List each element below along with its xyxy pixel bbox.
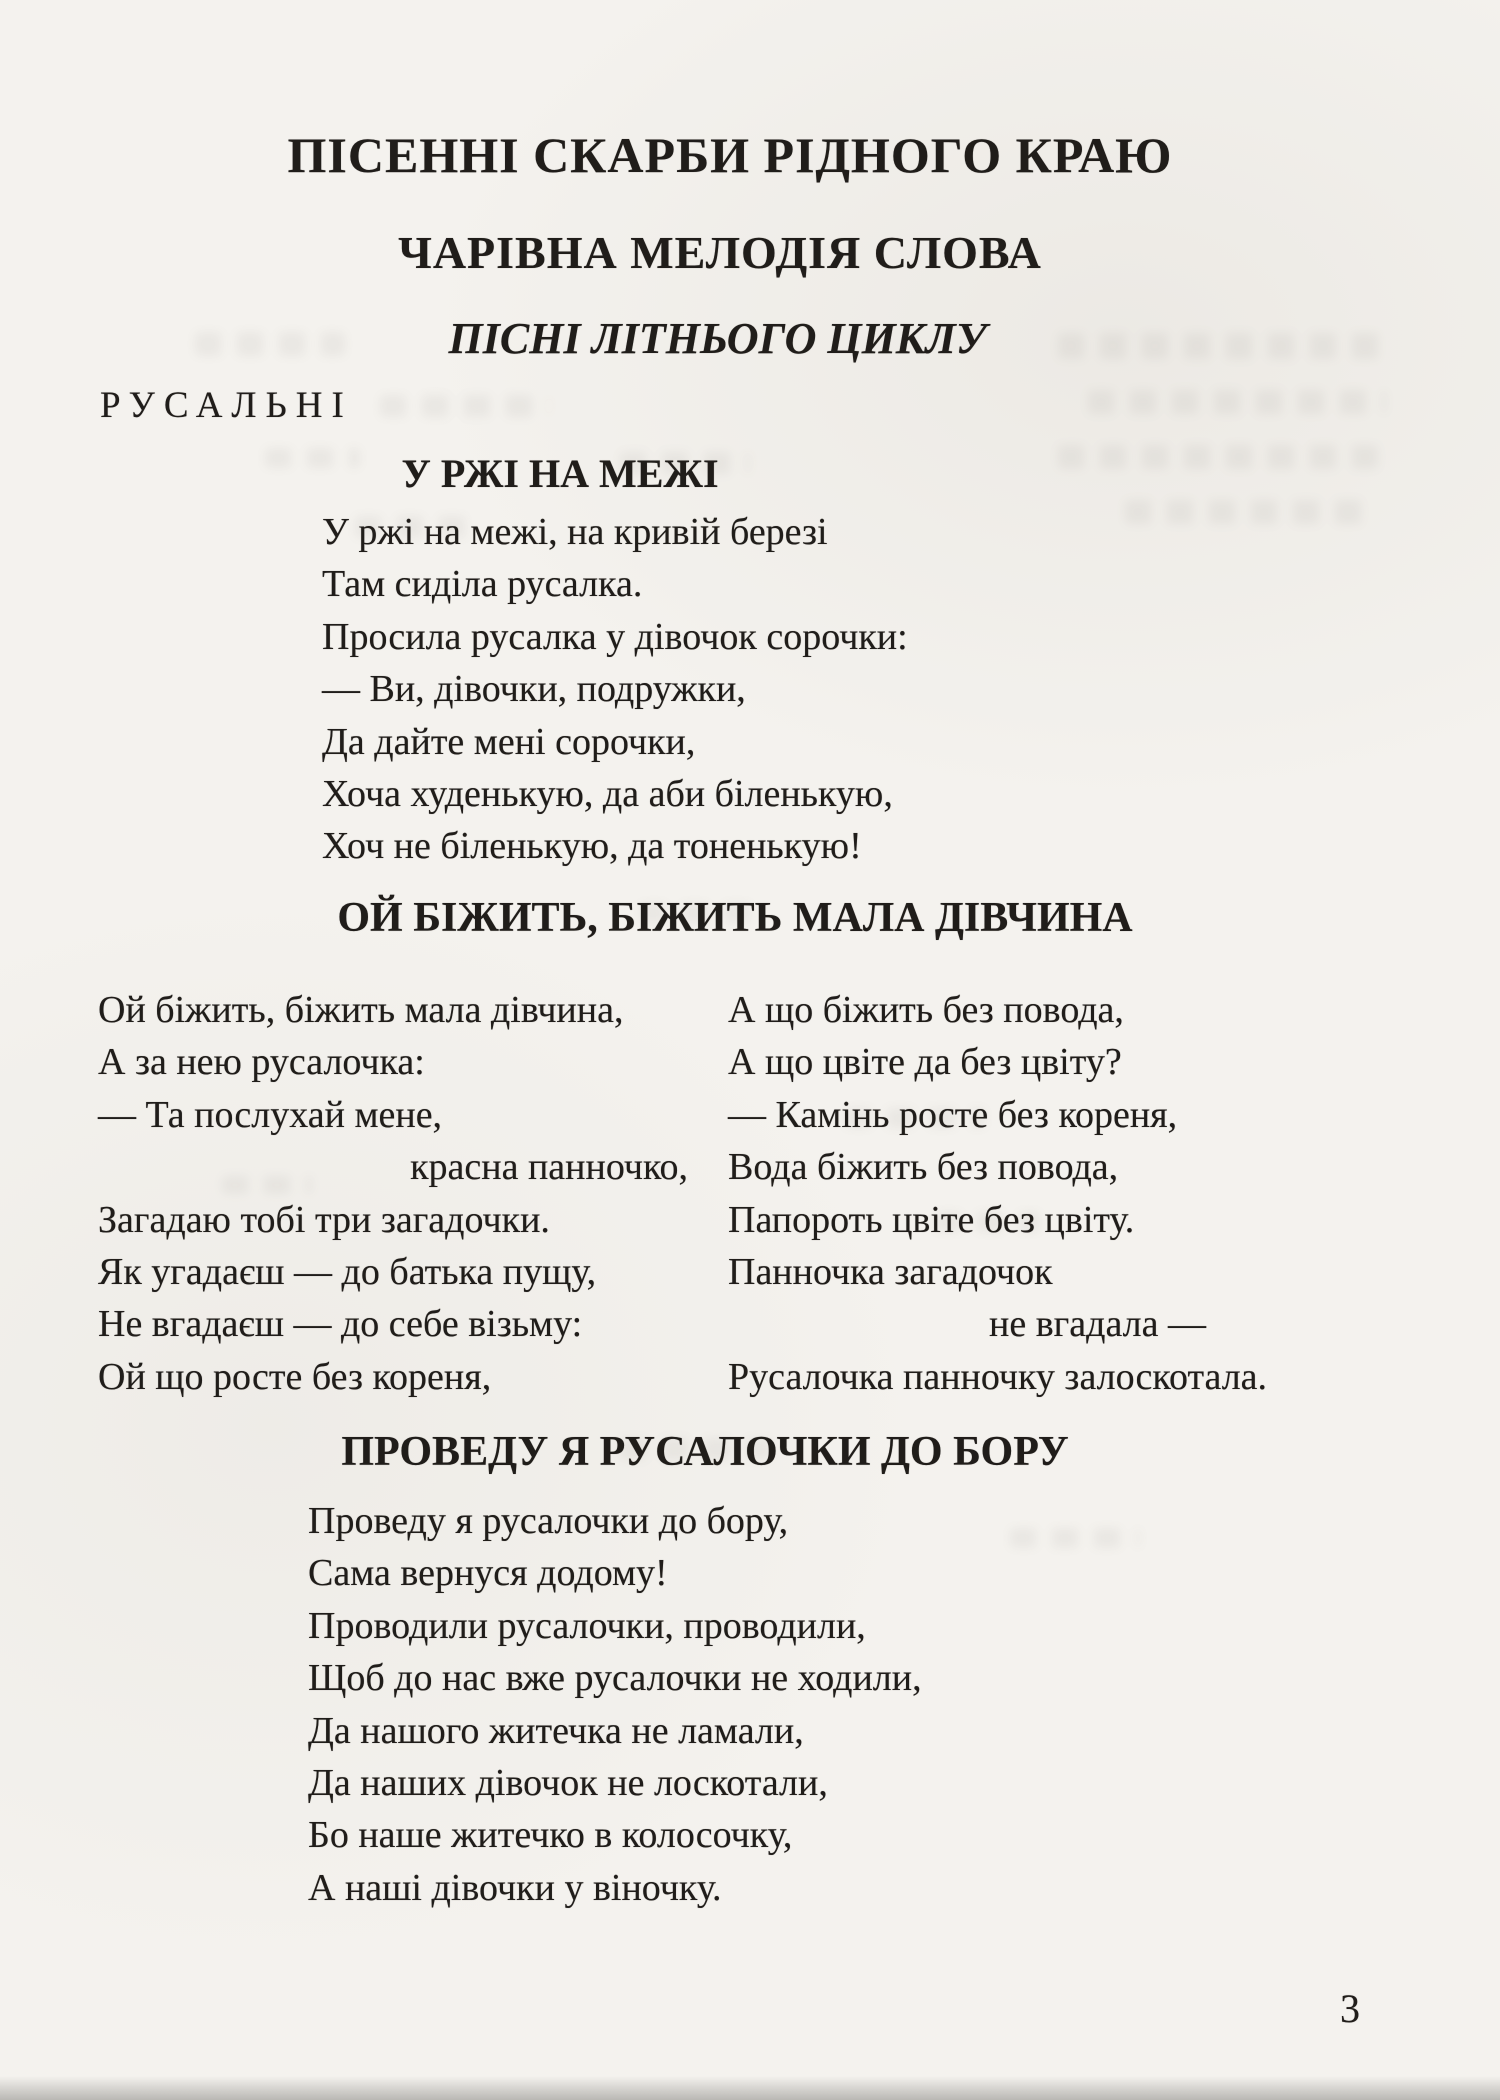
book-title: ПІСЕННІ СКАРБИ РІДНОГО КРАЮ (287, 127, 1173, 183)
song-line: Як угадаєш — до батька пущу, (98, 1251, 597, 1294)
scan-bottom-edge-shadow (0, 2076, 1500, 2100)
song-line: Русалочка панночку залоскотала. (728, 1355, 1268, 1398)
song-line: — Та послухай мене, (98, 1093, 443, 1136)
song-line: Щоб до нас вже русалочки не ходили, (308, 1657, 922, 1700)
song-stanza (308, 1495, 922, 1914)
song-line: Ой що росте без кореня, (98, 1355, 492, 1398)
song-line: А за нею русалочка: (98, 1041, 425, 1084)
song-title: ПРОВЕДУ Я РУСАЛОЧКИ ДО БОРУ (341, 1429, 1069, 1475)
bleed-through-artifact (1125, 500, 1370, 524)
song-title: У РЖІ НА МЕЖІ (401, 451, 719, 496)
song-line: не вгадала — (989, 1303, 1206, 1346)
song-line: Ой біжить, біжить мала дівчина, (98, 989, 624, 1031)
bleed-through-artifact (1088, 390, 1386, 414)
page-number: 3 (1340, 1986, 1360, 2031)
song-stanza-right-column (728, 984, 1268, 1403)
song-line: У ржі на межі, на кривій березі (322, 511, 828, 553)
cycle-title: ПІСНІ ЛІТНЬОГО ЦИКЛУ (448, 314, 987, 363)
song-line: Да нашого житечка не ламали, (308, 1709, 804, 1752)
bleed-through-artifact (1010, 1528, 1140, 1548)
song-line: Там сиділа русалка. (322, 563, 643, 606)
song-line: Проведу я русалочки до бору, (308, 1500, 789, 1542)
song-line: Хоч не біленькую, да тоненькую! (322, 825, 862, 868)
song-stanza-left-column (98, 984, 698, 1403)
song-line: Загадаю тобі три загадочки. (98, 1198, 550, 1241)
song-line: Папороть цвіте без цвіту. (728, 1198, 1135, 1241)
song-line: Да наших дівочок не лоскотали, (308, 1762, 828, 1805)
song-line: А що цвіте да без цвіту? (728, 1041, 1122, 1084)
song-stanza (322, 506, 908, 873)
song-line: Проводили русалочки, проводили, (308, 1604, 866, 1647)
song-line: Хоча худенькую, да аби біленькую, (322, 773, 893, 816)
chapter-title: ЧАРІВНА МЕЛОДІЯ СЛОВА (398, 227, 1042, 278)
song-line: А що біжить без повода, (728, 989, 1124, 1031)
song-line: — Камінь росте без кореня, (728, 1093, 1178, 1136)
song-line: Да дайте мені сорочки, (322, 720, 696, 763)
song-title: ОЙ БІЖИТЬ, БІЖИТЬ МАЛА ДІВЧИНА (337, 895, 1133, 941)
song-line: Не вгадаєш — до себе візьму: (98, 1303, 583, 1346)
song-line: Панночка загадочок (728, 1251, 1053, 1294)
section-label: РУСАЛЬНІ (100, 385, 353, 426)
song-line: А наші дівочки у віночку. (308, 1866, 722, 1909)
song-line: — Ви, дівочки, подружки, (322, 668, 746, 711)
song-line: Сама вернуся додому! (308, 1552, 668, 1595)
bleed-through-artifact (380, 395, 550, 417)
song-line: красна панночко, (410, 1146, 688, 1189)
song-line: Вода біжить без повода, (728, 1146, 1119, 1189)
song-line: Просила русалка у дівочок сорочки: (322, 615, 908, 658)
song-line: Бо наше житечко в колосочку, (308, 1814, 793, 1857)
